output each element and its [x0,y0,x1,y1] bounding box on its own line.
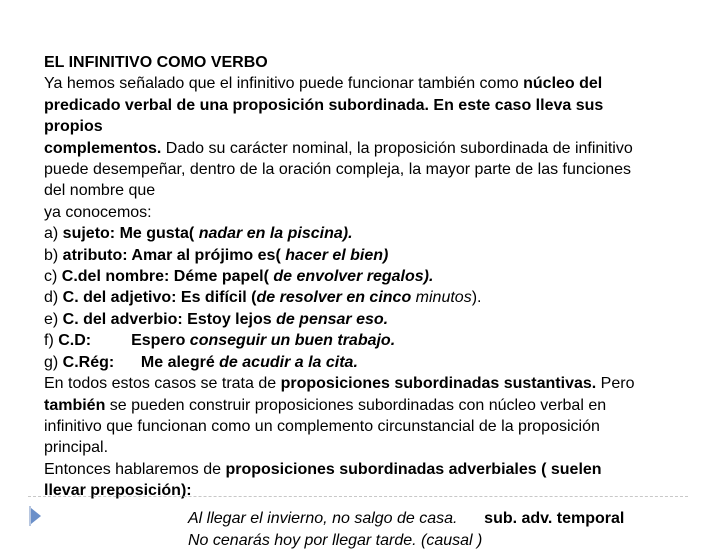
item-prefix: g) [44,353,63,371]
item-label: C. del adverbio: Estoy lejos [62,310,277,328]
para-text: En todos estos casos se trata de [44,375,281,393]
intro-text: Ya hemos señalado que el infinitivo puede funcionar también como [44,75,524,93]
item-prefix: c) [44,268,62,286]
list-item [44,330,714,351]
para-text: Entonces hablaremos de [44,460,226,478]
list-item [44,287,714,308]
list-item [44,223,714,244]
item-prefix: f) [44,332,59,350]
item-example: de envolver regalos). [273,268,434,286]
intro-line-3: propios [44,118,103,136]
para-bold: proposiciones subordinadas sustantivas. [280,375,597,393]
para2-line-2 [44,395,714,416]
para3-line-1 [44,459,714,480]
item-prefix: d) [44,289,63,307]
para2-line-3: infinitivo que funcionan como un complemento circunstancial de la proposición [44,417,600,435]
example-line-2 [188,530,482,551]
example-text: No cenarás hoy por llegar tarde. (causal ) [188,532,483,549]
list-item [44,245,714,266]
item-prefix: b) [44,246,63,264]
intro-line-4 [44,138,714,159]
para2-line-4: principal. [44,439,109,457]
document-body [44,52,714,502]
example-tag: sub. adv. temporal [484,510,625,527]
intro-text: Dado su carácter nominal, la proposición subordinada de infinitivo [161,139,633,157]
slide-divider [28,496,688,497]
item-label: atributo: Amar al prójimo es( [62,246,286,264]
item-example: de resolver en cinco [256,289,416,307]
para-bold: también [44,396,106,414]
document-title: EL INFINITIVO COMO VERBO [44,54,268,71]
list-item [44,309,714,330]
list-item [44,266,714,287]
example-line-1 [188,508,624,529]
para3-line-2: llevar preposición): [44,482,192,500]
item-example: nadar en la piscina). [198,225,353,243]
intro-line-2: predicado verbal de una proposición subordinada. En este caso lleva sus [44,96,604,114]
list-item [44,352,714,373]
para-bold: proposiciones subordinadas adverbiales ( suelen [225,460,602,478]
item-label: C. del adjetivo: Es difícil ( [62,289,257,307]
intro-line-6: del nombre que [44,182,156,200]
intro-line-7: ya conocemos: [44,203,152,221]
item-prefix: e) [44,310,63,328]
item-tail-italic: minutos [415,289,472,307]
item-prefix: a) [44,225,63,243]
item-tail: ). [471,289,482,307]
item-label: C.del nombre: Déme papel( [61,268,274,286]
intro-bold: núcleo del [523,75,603,93]
item-example: conseguir un buen trabajo. [189,332,396,350]
para-text: Pero [596,375,635,393]
para-text: se pueden construir proposiciones subordinadas con núcleo verbal en [105,396,607,414]
intro-line-1 [44,73,714,94]
intro-bold: complementos. [44,139,162,157]
para2-line-1 [44,373,714,394]
example-text: Al llegar el invierno, no salgo de casa. [188,510,458,527]
item-example: de acudir a la cita. [219,353,358,371]
item-label: C.Rég: Me alegré [62,353,220,371]
item-example: de pensar eso. [276,310,389,328]
item-label: C.D: Espero [58,332,190,350]
item-label: sujeto: Me gusta( [62,225,199,243]
item-example: hacer el bien) [285,246,389,264]
bullet-arrow-icon [31,508,41,524]
intro-line-5: puede desempeñar, dentro de la oración compleja, la mayor parte de las funciones [44,161,632,179]
